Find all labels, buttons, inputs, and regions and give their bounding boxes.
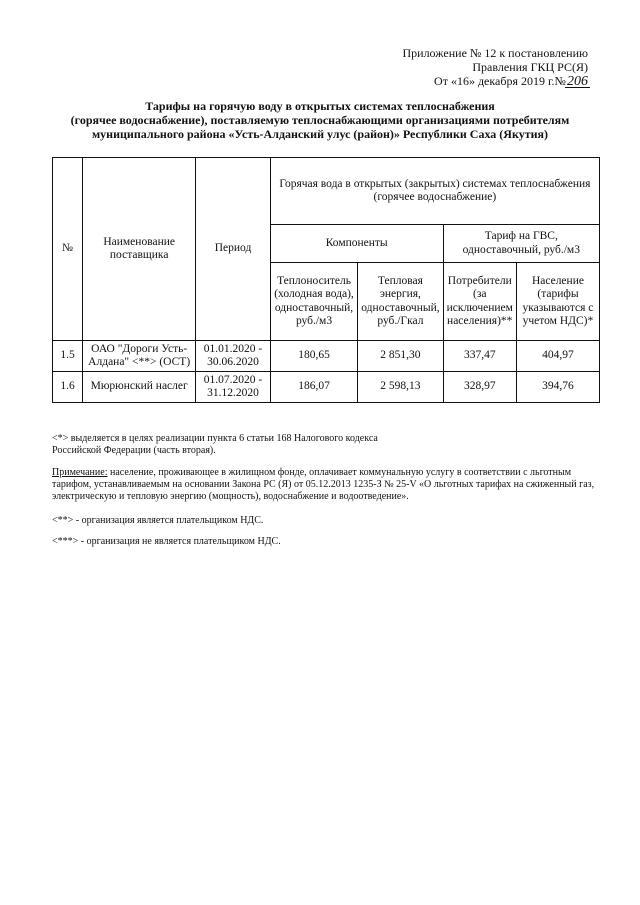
row-heat-energy: 2 598,13	[358, 372, 443, 403]
header-components: Компоненты	[270, 225, 443, 263]
header-heat-energy: Тепловая энергия, одноставочный, руб./Гкал	[358, 263, 443, 341]
header-period: Период	[196, 158, 270, 341]
row-population: 394,76	[516, 372, 599, 403]
header-coolant: Теплоноситель (холодная вода), одноставочный, руб./м3	[270, 263, 358, 341]
header-number: №	[53, 158, 83, 341]
appendix-date: От «16» декабря 2019 г.№	[434, 74, 566, 88]
row-number: 1.6	[53, 372, 83, 403]
notes-section	[52, 433, 640, 548]
document-title	[60, 99, 580, 141]
header-hot-water-group: Горячая вода в открытых (закрытых) системах теплоснабжения (горячее водоснабжение)	[270, 158, 599, 225]
remark-line-3: электрическую и тепловую энергию (мощность), водоснабжение и водоотведение».	[52, 491, 409, 502]
handwritten-number: 206	[567, 74, 588, 89]
appendix-line-1: Приложение № 12 к постановлению	[402, 46, 588, 60]
row-heat-energy: 2 851,30	[358, 341, 443, 372]
row-supplier: Мюрюнский наслег	[83, 372, 196, 403]
footnote-non-vat-payer: <***> - организация не является плательщиком НДС.	[52, 536, 281, 547]
title-line-3: муниципального района «Усть-Алданский улус (район)» Республики Саха (Якутия)	[91, 127, 549, 141]
table-row	[53, 372, 600, 403]
footnote-vat-payer: <**> - организация является плательщиком НДС.	[52, 515, 264, 526]
tariff-table	[52, 157, 600, 403]
title-line-1: Тарифы на горячую воду в открытых системах теплоснабжения	[145, 99, 495, 113]
appendix-line-3	[402, 74, 588, 89]
appendix-line-2: Правления ГКЦ РС(Я)	[472, 60, 588, 74]
header-population: Население (тарифы указываются с учетом НДС)*	[516, 263, 599, 341]
row-population: 404,97	[516, 341, 599, 372]
footnote-vat: <*> выделяется в целях реализации пункта 6 статьи 168 Налогового кодекса Российской Федерации (часть вторая).	[52, 433, 378, 456]
row-period: 01.01.2020 - 30.06.2020	[196, 341, 270, 372]
row-coolant: 186,07	[270, 372, 358, 403]
header-tariff: Тариф на ГВС, одноставочный, руб./м3	[443, 225, 599, 263]
row-coolant: 180,65	[270, 341, 358, 372]
remark	[52, 467, 640, 479]
row-number: 1.5	[53, 341, 83, 372]
title-line-2: (горячее водоснабжение), поставляемую теплоснабжающими организациями потребителям	[70, 113, 570, 127]
remark-line-2: тарифом, устанавливаемым на основании Закона РС (Я) от 05.12.2013 1235-З № 25-V «О льготных тарифах на сжиженный газ,	[52, 479, 595, 490]
remark-line-1: население, проживающее в жилищном фонде, оплачивает коммунальную услугу в соответствии с льготным	[107, 467, 572, 478]
row-supplier: ОАО "Дороги Усть-Алдана" <**> (ОСТ)	[83, 341, 196, 372]
remark-label: Примечание:	[52, 467, 108, 478]
row-period: 01.07.2020 - 31.12.2020	[196, 372, 270, 403]
row-consumers: 337,47	[443, 341, 516, 372]
appendix-header	[402, 46, 588, 89]
header-consumers: Потребители (за исключением населения)**	[443, 263, 516, 341]
header-supplier: Наименование поставщика	[83, 158, 196, 341]
row-consumers: 328,97	[443, 372, 516, 403]
table-row	[53, 341, 600, 372]
